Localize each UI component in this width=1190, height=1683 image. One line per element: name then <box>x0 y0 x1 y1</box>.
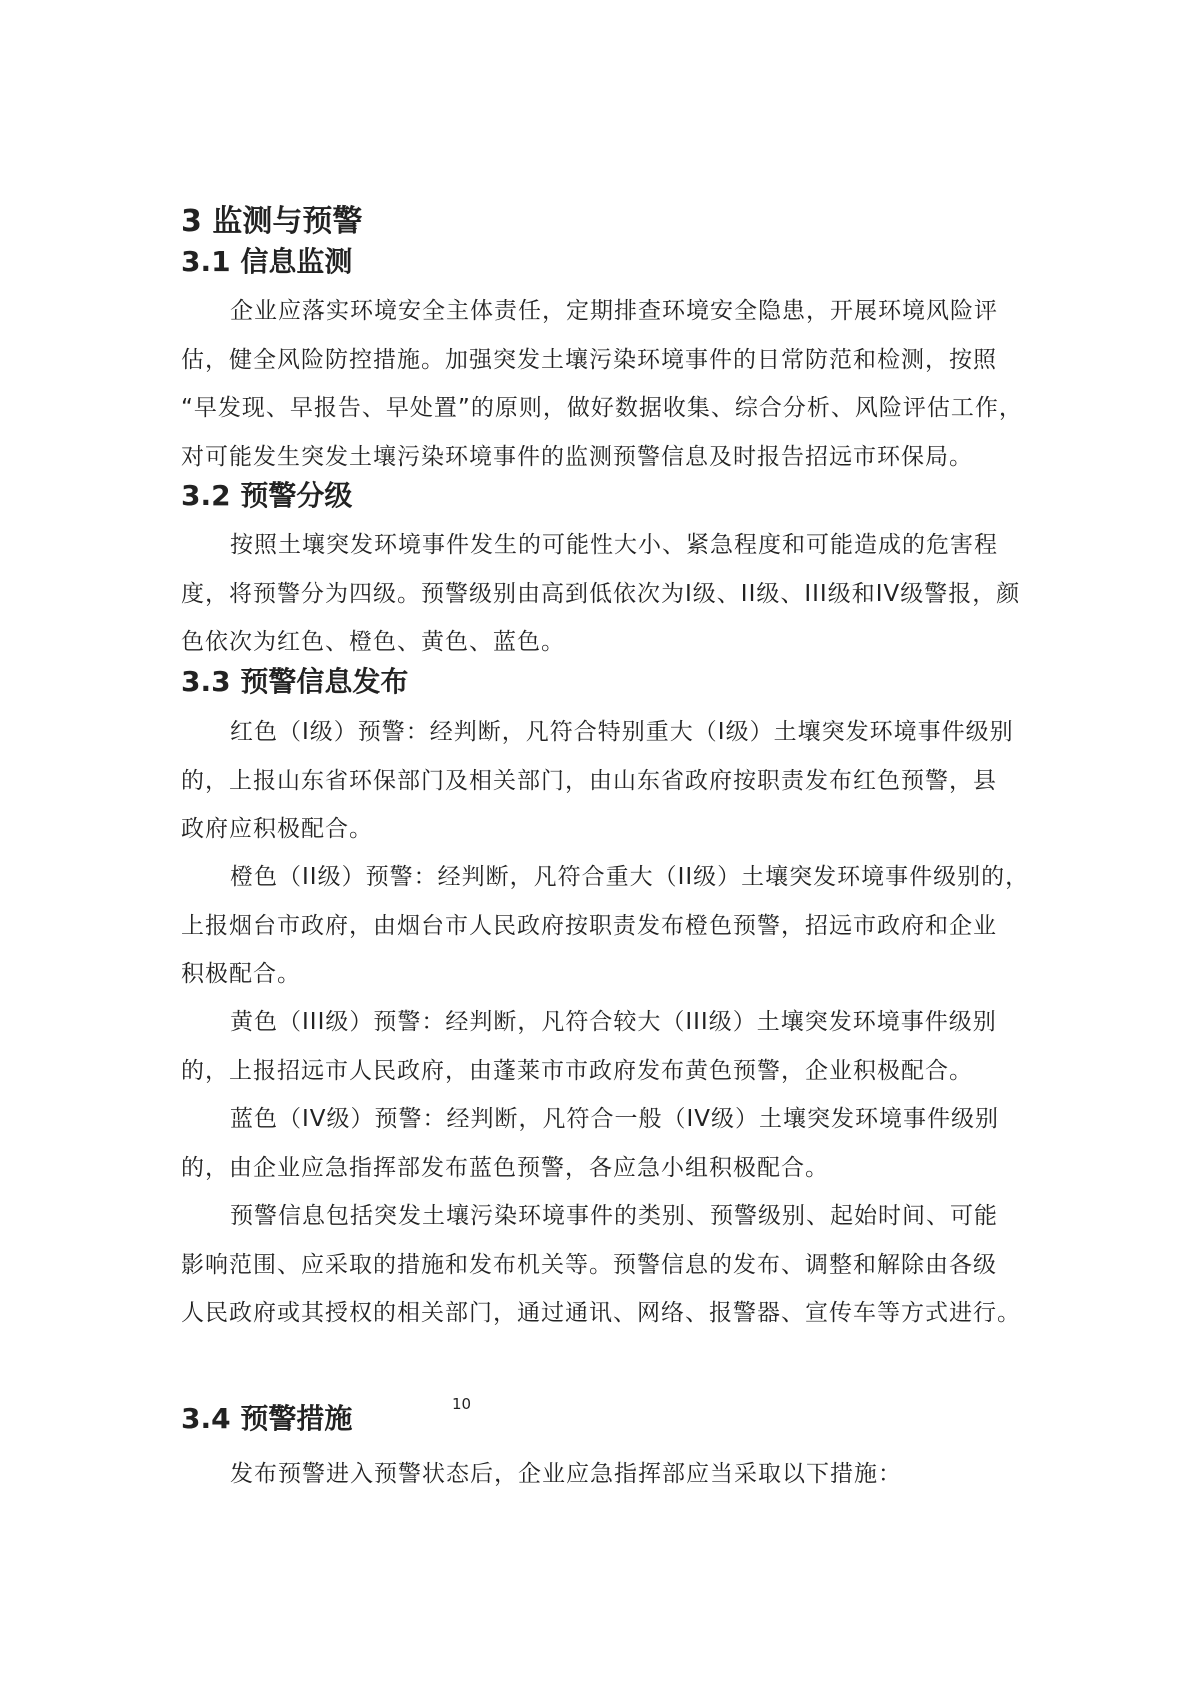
section-3-3-paragraph-info: 预警信息包括突发土壤污染环境事件的类别、预警级别、起始时间、可能 影响范围、应采取的措施和发布机关等。预警信息的发布、调整和解除由各级 人民政府或其授权的相关部门，通过通讯、网络、报警器、宣传车等方式进行。 <box>181 1203 1021 1326</box>
section-heading-3-3: 3.3 预警信息发布 <box>181 665 409 698</box>
section-3-4-paragraph-1: 发布预警进入预警状态后，企业应急指挥部应当采取以下措施： <box>230 1461 902 1487</box>
page-number: 10 <box>452 1395 472 1413</box>
chapter-title: 3 监测与预警 <box>181 204 363 239</box>
section-heading-3-1: 3.1 信息监测 <box>181 245 353 278</box>
section-heading-3-4: 3.4 预警措施 <box>181 1402 353 1435</box>
section-3-3-paragraph-orange: 橙色（II级）预警：经判断，凡符合重大（II级）土壤突发环境事件级别的， 上报烟台市政府，由烟台市人民政府按职责发布橙色预警，招远市政府和企业 积极配合。 <box>181 864 1030 987</box>
section-3-1-paragraph-1: 企业应落实环境安全主体责任，定期排查环境安全隐患，开展环境风险评 估，健全风险防控措施。加强突发土壤污染环境事件的日常防范和检测，按照 “早发现、早报告、早处置”的原则，做好数据收集、综合分析、风险评估工作， 对可能发生突发土壤污染环境事件的监测预警信息及时报告招远市环保局。 <box>181 298 1023 470</box>
section-3-3-paragraph-blue: 蓝色（IV级）预警：经判断，凡符合一般（IV级）土壤突发环境事件级别 的，由企业应急指挥部发布蓝色预警，各应急小组积极配合。 <box>181 1106 1000 1181</box>
section-3-3-paragraph-yellow: 黄色（III级）预警：经判断，凡符合较大（III级）土壤突发环境事件级别 的，上报招远市人民政府，由蓬莱市市政府发布黄色预警，企业积极配合。 <box>181 1009 997 1084</box>
section-heading-3-2: 3.2 预警分级 <box>181 479 353 512</box>
section-3-2-paragraph-1: 按照土壤突发环境事件发生的可能性大小、紧急程度和可能造成的危害程 度，将预警分为四级。预警级别由高到低依次为I级、II级、III级和IV级警报，颜 色依次为红色、橙色、黄色、蓝色。 <box>181 532 1021 655</box>
section-3-3-paragraph-red: 红色（I级）预警：经判断，凡符合特别重大（I级）土壤突发环境事件级别 的，上报山东省环保部门及相关部门，由山东省政府按职责发布红色预警，县 政府应积极配合。 <box>181 719 1014 842</box>
